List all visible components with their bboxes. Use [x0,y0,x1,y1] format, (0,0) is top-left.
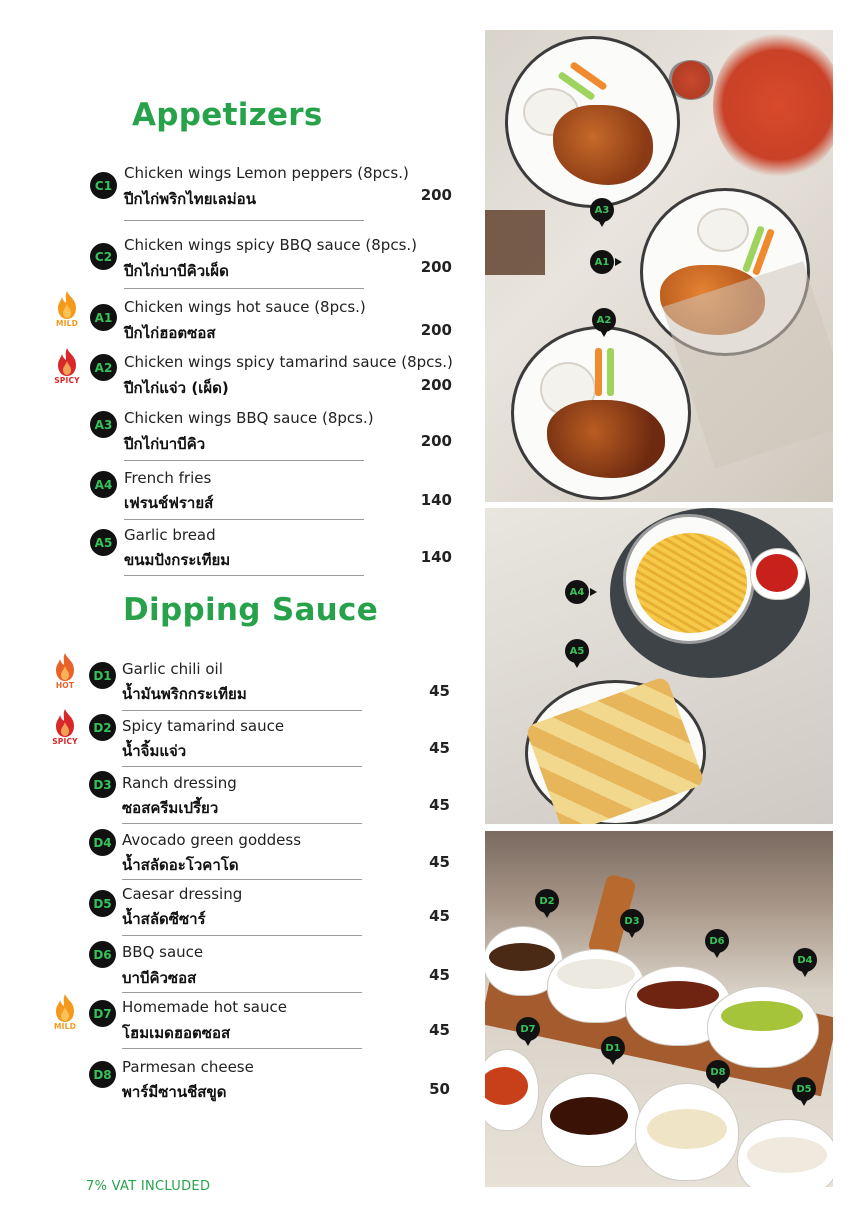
photo-marker-d3: D3 [620,909,644,933]
item-name-th: ปีกไก่แจ่ว (เผ็ด) [124,379,229,397]
item-name-th: ปีกไก่พริกไทยเลม่อน [124,190,256,208]
item-name-en: Garlic bread [124,526,216,544]
item-price: 45 [429,1021,450,1039]
photo-marker-d2: D2 [535,889,559,913]
flame-icon [52,652,78,682]
item-name-en: Spicy tamarind sauce [122,717,285,735]
item-price: 45 [429,907,450,925]
item-name-th: ซอสครีมเปรี้ยว [122,799,219,817]
item-divider [122,992,362,993]
item-name-en: Chicken wings spicy BBQ sauce (8pcs.) [124,236,418,254]
item-name-en: Caesar dressing [122,885,243,903]
item-divider [124,288,364,289]
item-name-en: Chicken wings spicy tamarind sauce (8pcs.) [124,353,453,371]
item-code-badge: A1 [90,304,117,331]
spice-level-label: SPICY [52,737,78,746]
vat-note: 7% VAT INCLUDED [86,1179,211,1194]
item-code-badge: D2 [89,714,116,741]
item-name-en: BBQ sauce [122,943,204,961]
item-code-badge: A5 [90,529,117,556]
dipping-sauce-title: Dipping Sauce [123,592,379,628]
item-code-badge: A3 [90,411,117,438]
item-code-badge: D5 [89,890,116,917]
item-divider [124,519,364,520]
photo-marker-d6: D6 [705,929,729,953]
item-name-th: ขนมปังกระเทียม [124,551,231,569]
item-name-th: บาบีคิวซอส [122,969,197,987]
dipping-sauces-photo [485,831,833,1187]
item-divider [124,575,364,576]
item-price: 50 [429,1080,450,1098]
photo-marker-d5: D5 [792,1077,816,1101]
item-code-badge: D7 [89,1000,116,1027]
item-name-th: น้ำสลัดอะโวคาโด [122,856,239,874]
spice-level-label: MILD [53,1022,77,1031]
item-name-th: โฮมเมดฮอตซอส [122,1024,231,1042]
photo-marker-d1: D1 [601,1036,625,1060]
item-divider [122,710,362,711]
item-price: 45 [429,739,450,757]
item-name-th: ปีกไก่บาบีคิวเผ็ด [124,262,229,280]
item-name-th: ปีกไก่ฮอตซอส [124,324,216,342]
item-divider [122,823,362,824]
item-code-badge: D1 [89,662,116,689]
item-price: 200 [420,432,452,450]
item-name-en: Avocado green goddess [122,831,302,849]
spice-level-label: HOT [55,681,75,690]
photo-marker-a4: A4 [565,580,589,604]
item-name-en: French fries [124,469,212,487]
spice-level-indicator [52,347,82,385]
item-price: 200 [420,258,452,276]
spice-level-label: SPICY [54,376,80,385]
item-divider [122,935,362,936]
wings-photo [485,30,833,502]
flame-icon [54,290,80,320]
item-name-th: น้ำมันพริกกระเทียม [122,685,247,703]
item-name-th: ปีกไก่บาบีคิว [124,435,206,453]
photo-marker-a5: A5 [565,639,589,663]
item-name-th: น้ำจิ้มแจ่ว [122,742,187,760]
spice-level-indicator [50,708,80,746]
item-code-badge: A4 [90,471,117,498]
item-divider [122,766,362,767]
item-price: 45 [429,966,450,984]
flame-icon [54,347,80,377]
item-price: 140 [420,548,452,566]
item-name-en: Homemade hot sauce [122,998,287,1016]
appetizers-title: Appetizers [132,97,323,133]
item-code-badge: D6 [89,941,116,968]
item-name-en: Chicken wings BBQ sauce (8pcs.) [124,409,374,427]
spice-level-indicator [52,290,82,328]
item-code-badge: A2 [90,354,117,381]
item-name-en: Garlic chili oil [122,660,223,678]
item-divider [122,879,362,880]
item-name-en: Parmesan cheese [122,1058,254,1076]
photo-marker-d7: D7 [516,1017,540,1041]
item-divider [122,1048,362,1049]
item-code-badge: D3 [89,771,116,798]
item-price: 45 [429,853,450,871]
item-name-th: พาร์มีซานชีสขูด [122,1083,227,1101]
item-code-badge: C1 [90,172,117,199]
item-price: 200 [420,186,452,204]
item-price: 45 [429,682,450,700]
item-code-badge: D8 [89,1061,116,1088]
item-name-th: น้ำสลัดซีซาร์ [122,910,206,928]
photo-marker-d8: D8 [706,1060,730,1084]
item-name-th: เฟรนช์ฟรายส์ [124,494,214,512]
photo-marker-a2: A2 [592,308,616,332]
item-name-en: Ranch dressing [122,774,237,792]
fries-bread-photo [485,508,833,824]
item-price: 45 [429,796,450,814]
photo-marker-a1: A1 [590,250,614,274]
item-name-en: Chicken wings hot sauce (8pcs.) [124,298,366,316]
item-code-badge: C2 [90,243,117,270]
photo-marker-a3: A3 [590,198,614,222]
item-price: 200 [420,376,452,394]
item-price: 140 [420,491,452,509]
item-price: 200 [420,321,452,339]
flame-icon [52,993,78,1023]
flame-icon [52,708,78,738]
photo-marker-d4: D4 [793,948,817,972]
spice-level-label: MILD [55,319,79,328]
item-code-badge: D4 [89,829,116,856]
spice-level-indicator [50,993,80,1031]
item-divider [124,460,364,461]
item-name-en: Chicken wings Lemon peppers (8pcs.) [124,164,409,182]
spice-level-indicator [50,652,80,690]
item-divider [124,220,364,221]
